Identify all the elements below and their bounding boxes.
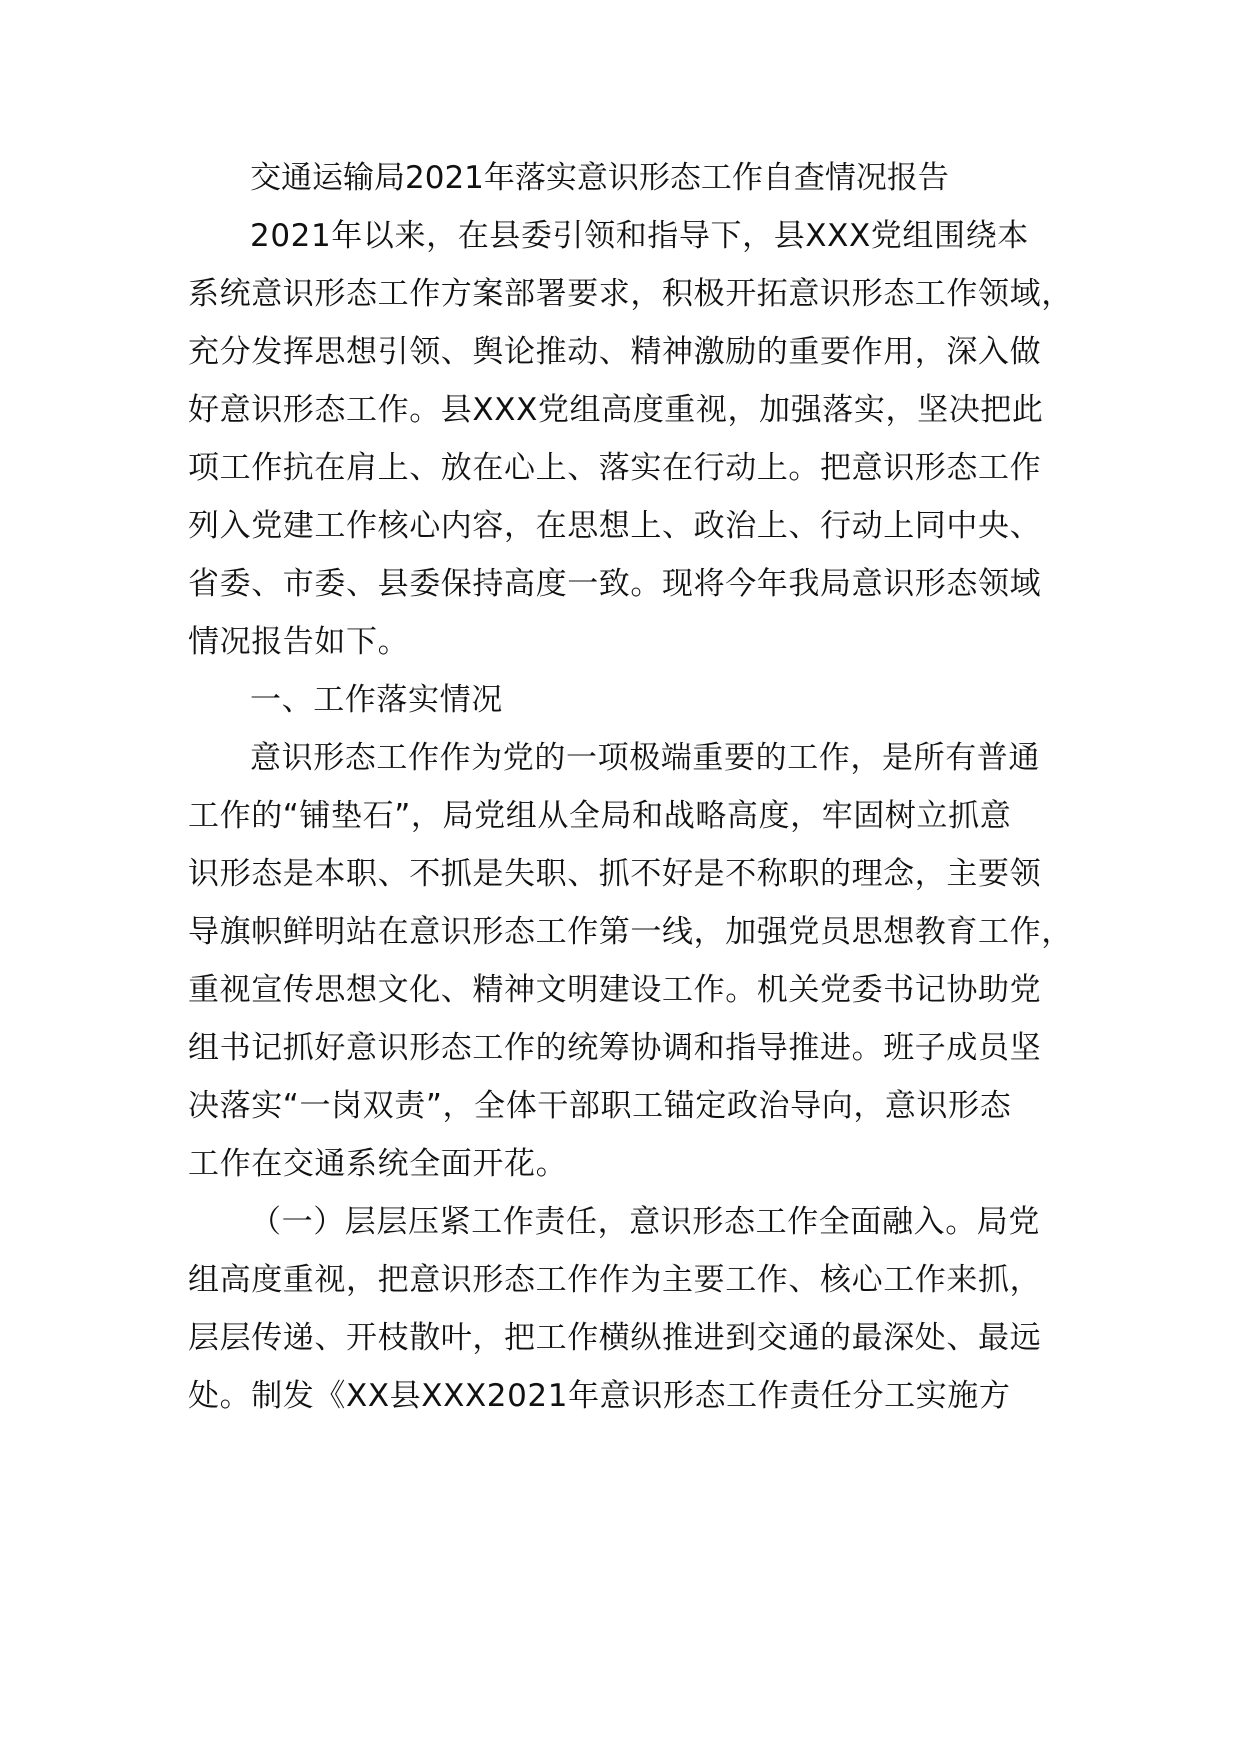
paragraph-line: 省委、市委、县委保持高度一致。现将今年我局意识形态领域 [188, 566, 1042, 602]
paragraph-line: 识形态是本职、不抓是失职、抓不好是不称职的理念，主要领 [188, 856, 1042, 892]
paragraph-line: 组书记抓好意识形态工作的统筹协调和指导推进。班子成员坚 [188, 1030, 1042, 1066]
paragraph-line: 项工作抗在肩上、放在心上、落实在行动上。把意识形态工作 [188, 450, 1042, 486]
paragraph-line: 处。制发《XX县XXX2021年意识形态工作责任分工实施方 [188, 1378, 1011, 1414]
paragraph-line: 意识形态工作作为党的一项极端重要的工作，是所有普通 [250, 740, 1040, 776]
paragraph-line: 组高度重视，把意识形态工作作为主要工作、核心工作来抓， [188, 1262, 1042, 1298]
paragraph-line: 层层传递、开枝散叶，把工作横纵推进到交通的最深处、最远 [188, 1320, 1042, 1356]
section-heading: 一、工作落实情况 [250, 682, 503, 718]
document-title: 交通运输局2021年落实意识形态工作自查情况报告 [250, 160, 949, 196]
paragraph-line: 充分发挥思想引领、舆论推动、精神激励的重要作用，深入做 [188, 334, 1042, 370]
paragraph-line: 重视宣传思想文化、精神文明建设工作。机关党委书记协助党 [188, 972, 1042, 1008]
paragraph-line: 列入党建工作核心内容，在思想上、政治上、行动上同中央、 [188, 508, 1042, 544]
paragraph-line: 导旗帜鲜明站在意识形态工作第一线，加强党员思想教育工作， [188, 914, 1073, 950]
paragraph-line: 工作的“铺垫石”，局党组从全局和战略高度，牢固树立抓意 [188, 798, 1012, 834]
subsection-paragraph-line: （一）层层压紧工作责任，意识形态工作全面融入。局党 [250, 1204, 1040, 1240]
paragraph-line: 系统意识形态工作方案部署要求，积极开拓意识形态工作领域， [188, 276, 1073, 312]
paragraph-line: 好意识形态工作。县XXX党组高度重视，加强落实，坚决把此 [188, 392, 1044, 428]
paragraph-line: 2021年以来，在县委引领和指导下，县XXX党组围绕本 [250, 218, 1029, 254]
paragraph-line: 工作在交通系统全面开花。 [188, 1146, 568, 1182]
paragraph-line: 情况报告如下。 [188, 624, 410, 660]
paragraph-line: 决落实“一岗双责”，全体干部职工锚定政治导向，意识形态 [188, 1088, 1012, 1124]
